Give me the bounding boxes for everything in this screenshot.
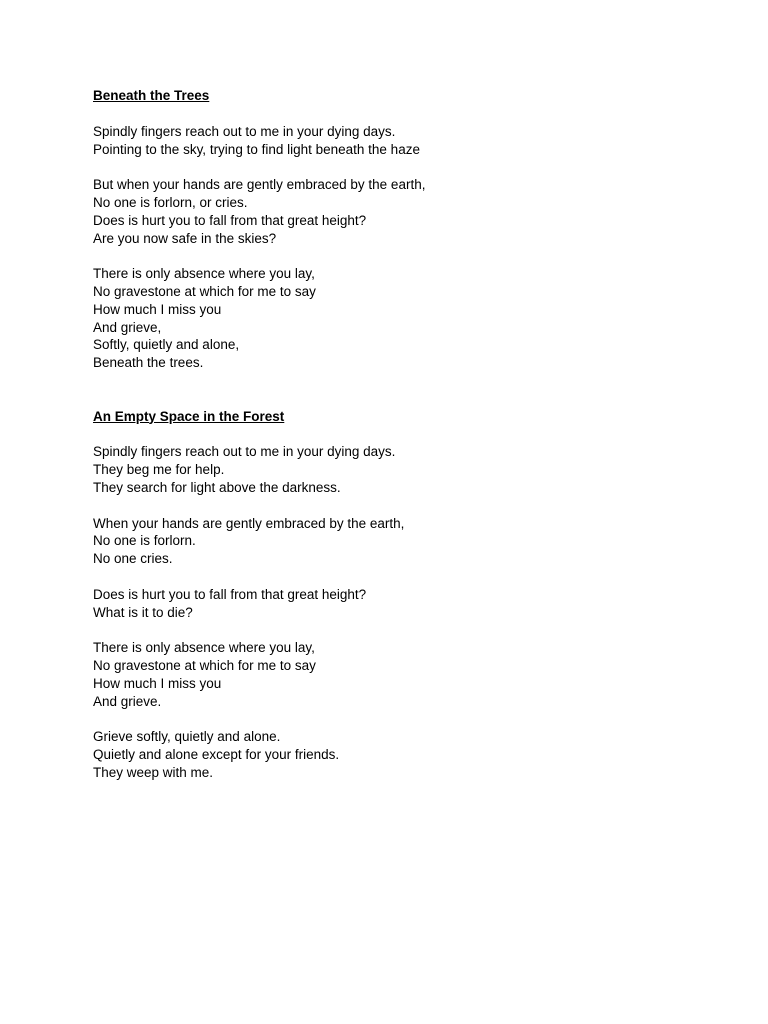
stanza	[93, 123, 713, 159]
poem-line: Does is hurt you to fall from that great height?	[93, 586, 367, 602]
poem-line: Spindly fingers reach out to me in your dying days.	[93, 444, 396, 460]
stanza	[93, 728, 713, 781]
stanza	[93, 443, 713, 496]
poem-title: Beneath the Trees	[93, 88, 210, 103]
stanza	[93, 176, 713, 247]
poem-line: Pointing to the sky, trying to find light beneath the haze	[93, 141, 420, 157]
poem-title: An Empty Space in the Forest	[93, 408, 285, 424]
stanza	[93, 639, 713, 710]
poem-line: Spindly fingers reach out to me in your dying days.	[93, 123, 396, 139]
poem-line: No one is forlorn.	[93, 533, 196, 549]
poem-line: What is it to die?	[93, 604, 193, 620]
poem-an-empty-space-in-the-forest	[93, 408, 713, 782]
poem-line: No one is forlorn, or cries.	[93, 194, 248, 210]
poem-line: Softly, quietly and alone,	[93, 337, 240, 353]
stanza	[93, 515, 713, 568]
poem-line: No one cries.	[93, 551, 173, 567]
poem-line: Beneath the trees.	[93, 355, 204, 371]
poem-line: But when your hands are gently embraced by the earth,	[93, 177, 426, 193]
poem-line: They search for light above the darkness.	[93, 479, 341, 495]
poem-line: And grieve.	[93, 693, 162, 709]
poem-line: When your hands are gently embraced by the earth,	[93, 515, 405, 531]
poem-line: There is only absence where you lay,	[93, 640, 315, 656]
poem-line: Quietly and alone except for your friends.	[93, 746, 340, 762]
poem-line: No gravestone at which for me to say	[93, 657, 316, 673]
stanza	[93, 586, 713, 622]
poem-line: And grieve,	[93, 319, 162, 335]
poem-line: They weep with me.	[93, 764, 214, 780]
poem-line: No gravestone at which for me to say	[93, 283, 316, 299]
poem-line: Does is hurt you to fall from that great height?	[93, 212, 367, 228]
poem-line: Are you now safe in the skies?	[93, 230, 277, 246]
poem-beneath-the-trees	[93, 87, 713, 372]
stanza	[93, 265, 713, 372]
poem-line: They beg me for help.	[93, 462, 225, 478]
poem-line: How much I miss you	[93, 675, 222, 691]
document-content	[93, 87, 713, 781]
poem-line: Grieve softly, quietly and alone.	[93, 729, 281, 745]
poem-line: There is only absence where you lay,	[93, 266, 315, 282]
poem-line: How much I miss you	[93, 301, 222, 317]
